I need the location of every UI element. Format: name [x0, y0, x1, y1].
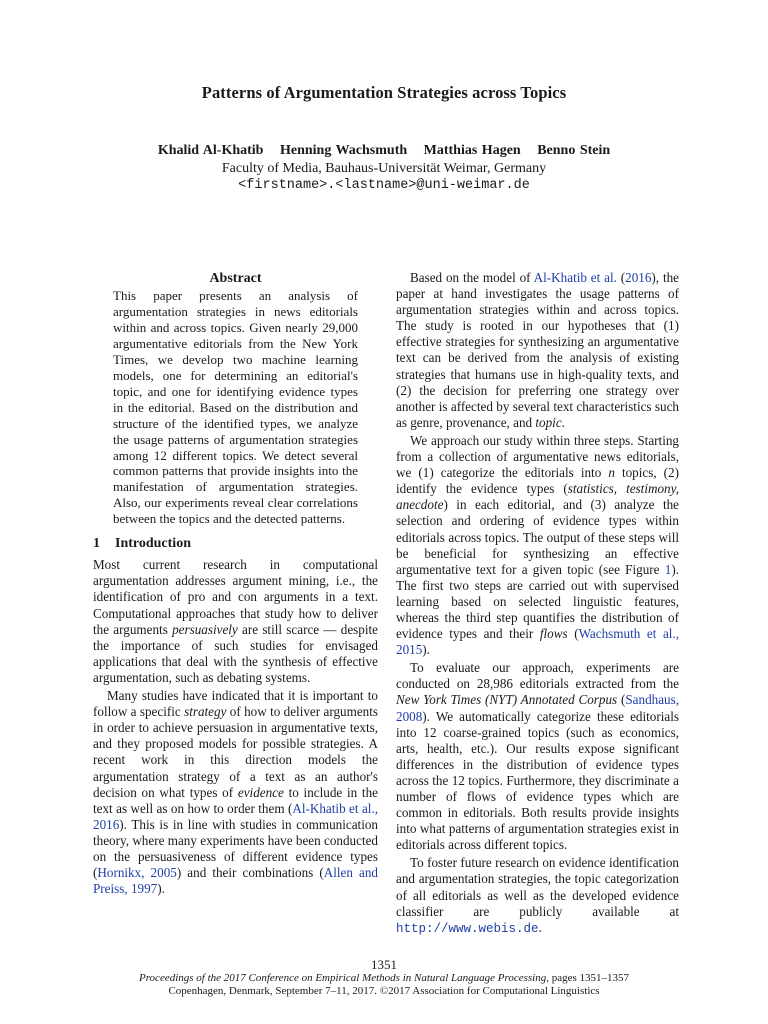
citation-link[interactable]: Sandhaus, 2008 [396, 692, 680, 724]
citation-link[interactable]: 2016 [625, 270, 652, 285]
text-run: To foster future research on evidence identification and argumentation strategies, the topic categorization of all editorials as well as the developed evidence classifier are publicly available at [396, 855, 679, 919]
text-run: To evaluate our approach, experiments are conducted on 28,986 editorials extracted from the [396, 660, 679, 692]
abstract-text: This paper presents an analysis of argumentation strategies in news editorials within and across topics. Given nearly 29,000 argumentative editorials from the New York Times, we develop two machine learning models, one for determining an editorial's topic, and one for identifying evidence types in the editorial. Based on the distribution and structure of the identified types, we analyze the usage patterns of argumentation strategies among 12 different topics. We detect several common patterns that provide insights into the manifestation of argumentation strategies. Also, our experiments reveal clear correlations between the topics and the detected patterns. [113, 288, 358, 527]
author-name: Khalid Al-Khatib [157, 143, 264, 158]
figure-reference-link[interactable]: 1 [664, 561, 672, 577]
affiliation: Faculty of Media, Bauhaus-Universität Weimar, Germany [221, 161, 547, 176]
text-run: ). We automatically categorize these editorials into 12 coarse-grained topics (such as economics, arts, health, etc.). Our results expose significant differences in the distribution of evidence types across the 12 topics. Furthermore, they discriminate a number of flows of evidence types which are common in editorials. Both results provide insights into what patterns of argumentation strategies exist in editorials across different topics. [396, 708, 679, 853]
text-run: topics, (2) identify the evidence types ( [396, 465, 679, 497]
emphasis: evidence [237, 784, 284, 800]
text-run: ), the paper at hand investigates the usage patterns of argumentation strategies within and across topics. The study is rooted in our hypotheses that (1) effective strategies for synthesizing an argumentative text can be derived from the analysis of existing strategies that humans use in high-quality texts, and (2) the decision for preferring one strategy over another is affected by several text characteristics such as genre, provenance, and [396, 270, 679, 430]
text-run: . [538, 919, 542, 935]
intro-paragraph-3 [396, 270, 679, 431]
text-run: ). This is in line with studies in communication theory, where many experiments have been conducted on the persuasiveness of different evidence types ( [93, 816, 378, 881]
text-run: . [561, 414, 565, 430]
text-run: Based on the model of [410, 270, 534, 285]
text-run: Most current research in computational argumentation addresses argument mining, i.e., the identification of pro and con arguments in a text. Computational approaches that study how to deliver the arguments [93, 557, 378, 637]
left-column [93, 270, 378, 897]
text-run: of how to deliver arguments in order to achieve persuasion in argumentative texts, and they proposed models for possible strategies. A recent work in this direction models the argumentation strategy of a text as an author's decision on what types of [93, 704, 378, 800]
text-run: ). [157, 881, 165, 897]
section-number: 1 [93, 536, 100, 552]
text-run: to include in the text as well as on how to order them ( [93, 784, 378, 816]
intro-paragraph-4 [396, 433, 679, 658]
citation-link[interactable]: Allen and Preiss, 1997 [93, 865, 379, 897]
intro-paragraph-2 [93, 688, 378, 897]
text-run: Many studies have indicated that it is important to follow a specific [93, 688, 378, 720]
text-run: are still scarce — despite the importance of such studies for envisaged applications that deal with the synthesis of effective argumentation, such as debating systems. [93, 621, 378, 685]
section-heading-introduction [93, 536, 378, 552]
proceedings-pages: , pages 1351–1357 [546, 972, 630, 984]
text-run: We approach our study within three steps. Starting from a collection of argumentative news editorials, we (1) categorize the editorials into [396, 432, 679, 481]
intro-paragraph-1 [93, 557, 378, 686]
text-run: ( [616, 270, 626, 285]
text-run: ) and their combinations ( [176, 865, 324, 881]
paper-title: Patterns of Argumentation Strategies across Topics [201, 83, 567, 102]
project-url-link[interactable]: http://www.webis.de [396, 921, 539, 936]
emphasis: New York Times (NYT) Annotated Corpus [396, 692, 618, 708]
intro-paragraph-6 [396, 855, 679, 936]
abstract-heading: Abstract [209, 271, 262, 286]
emphasis: persuasively [172, 621, 238, 637]
section-title: Introduction [115, 536, 191, 552]
author-list [0, 143, 768, 159]
citation-link[interactable]: Al-Khatib et al. [533, 270, 617, 285]
text-run: ). [422, 642, 430, 658]
right-column [396, 270, 679, 937]
emphasis: flows [539, 626, 568, 642]
citation-link[interactable]: Wachsmuth et al., 2015 [396, 626, 679, 658]
text-run: ). The first two steps are carried out with supervised learning based on selected linguistic features, whereas the third step quantifies the distribution of evidence types and their [396, 561, 679, 642]
author-email: <firstname>.<lastname>@uni-weimar.de [238, 178, 530, 193]
text-run: ( [617, 692, 626, 708]
citation-link[interactable]: Al-Khatib et al., 2016 [93, 800, 379, 832]
copyright-line: Copenhagen, Denmark, September 7–11, 2017. ©2017 Association for Computational Linguistics [168, 985, 600, 997]
proceedings-line [0, 972, 768, 985]
author-name: Henning Wachsmuth [279, 143, 408, 158]
emphasis: topic [535, 414, 562, 430]
emphasis: strategy [184, 704, 227, 720]
emphasis: statistics, testimony, anecdote [396, 481, 679, 513]
author-name: Matthias Hagen [423, 143, 521, 158]
citation-link[interactable]: Hornikx, 2005 [97, 865, 177, 881]
text-run: ) in each editorial, and (3) analyze the selection and ordering of evidence types within editorials across topics. The output of these steps will be beneficial for synthesizing an effective argumentative text for a given topic (see Figure [396, 497, 679, 577]
proceedings-title: Proceedings of the 2017 Conference on Empirical Methods in Natural Language Processing [138, 972, 547, 984]
text-run: ( [567, 626, 579, 642]
intro-paragraph-5 [396, 660, 679, 853]
emphasis: n [608, 465, 615, 481]
author-name: Benno Stein [537, 143, 611, 158]
page-number: 1351 [371, 957, 397, 972]
